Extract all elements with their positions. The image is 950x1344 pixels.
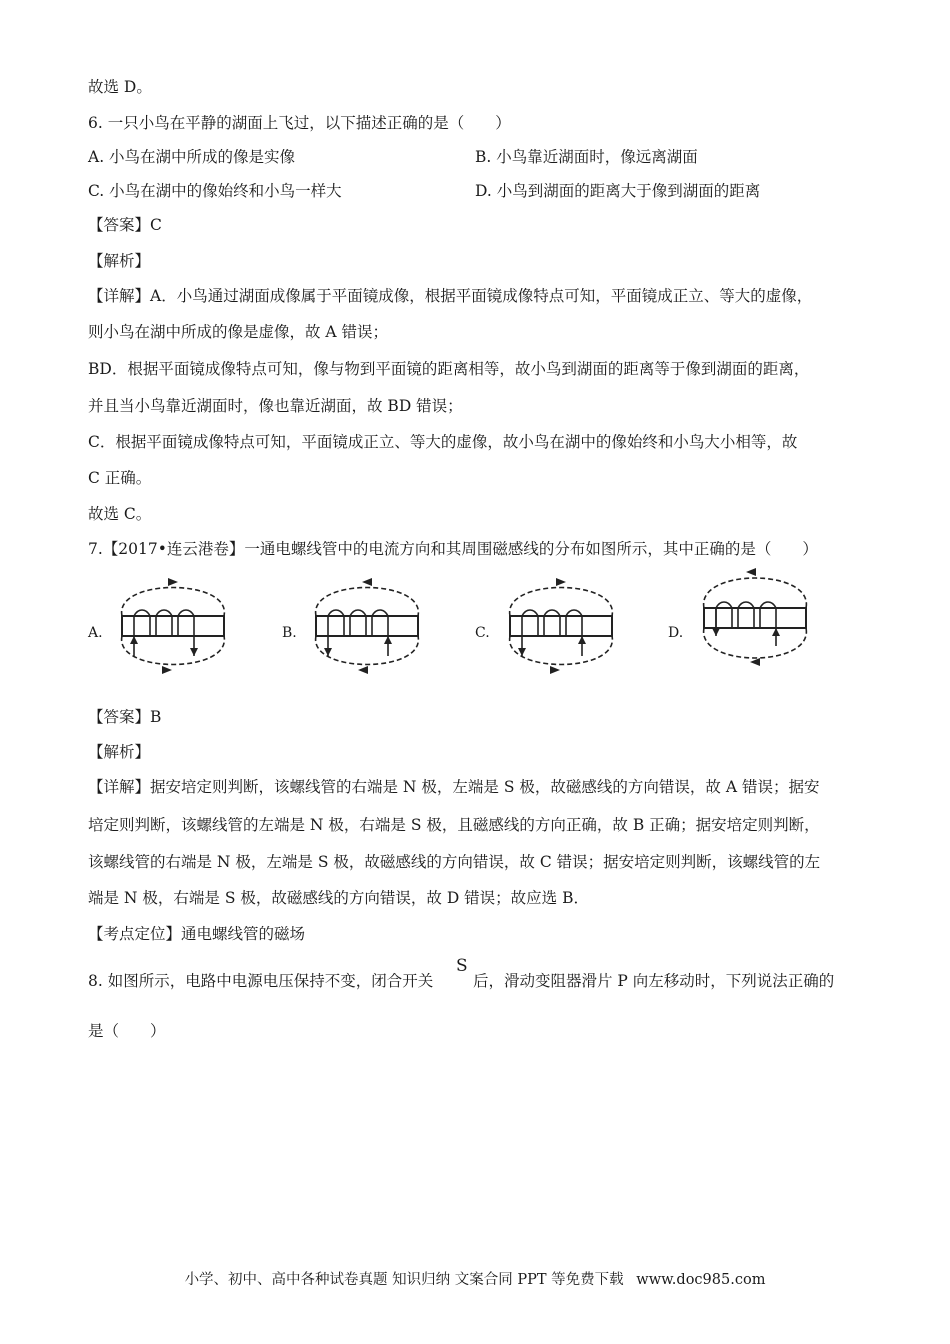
- question-6-option-d: D. 小鸟到湖面的距离大于像到湖面的距离: [475, 182, 761, 200]
- solenoid-figure-b: [302, 570, 432, 682]
- figure-b-label: B.: [282, 625, 297, 641]
- question-6-option-c: C. 小鸟在湖中的像始终和小鸟一样大: [88, 182, 342, 200]
- prev-conclusion: 故选 D。: [88, 78, 152, 96]
- question-6-detail-line: 并且当小鸟靠近湖面时，像也靠近湖面，故 BD 错误；: [88, 397, 463, 415]
- figure-a-label: A.: [88, 625, 103, 641]
- footer-url[interactable]: www.doc985.com: [636, 1272, 766, 1288]
- solenoid-figure-a: [108, 570, 238, 682]
- question-8-stem-cont: 是（ ）: [88, 1022, 166, 1040]
- question-8-stem-part1: 8. 如图所示，电路中电源电压保持不变，闭合开关: [88, 972, 434, 990]
- footer: [0, 1270, 950, 1290]
- question-7-keypoint: 【考点定位】通电螺线管的磁场: [88, 925, 306, 943]
- question-7-detail-line: 该螺线管的右端是 N 极，左端是 S 极，故磁感线的方向错误，故 C 错误；据安培定则判断，该螺线管的左: [88, 853, 821, 871]
- solenoid-figure-d: [690, 562, 820, 674]
- question-6-conclusion: 故选 C。: [88, 505, 152, 523]
- footer-text: 小学、初中、高中各种试卷真题 知识归纳 文案合同 PPT 等免费下载: [184, 1272, 624, 1288]
- question-6-detail-line: C 正确。: [88, 469, 152, 487]
- question-7-answer: 【答案】B: [88, 708, 162, 726]
- solenoid-figure-c: [496, 570, 626, 682]
- question-8-stem-part2: 后，滑动变阻器滑片 P 向左移动时，下列说法正确的: [473, 972, 835, 990]
- question-6-stem: 6. 一只小鸟在平静的湖面上飞过，以下描述正确的是（ ）: [88, 114, 511, 132]
- question-7-detail-line: 培定则判断，该螺线管的左端是 N 极，右端是 S 极，且磁感线的方向正确，故 B 正确；据安培定则判断，: [88, 816, 820, 834]
- question-6-option-b: B. 小鸟靠近湖面时，像远离湖面: [475, 148, 698, 166]
- question-6-detail-line: BD．根据平面镜成像特点可知，像与物到平面镜的距离相等，故小鸟到湖面的距离等于像到湖面的距离，: [88, 360, 810, 378]
- question-6-analysis-heading: 【解析】: [88, 252, 151, 270]
- question-6-detail-line: C．根据平面镜成像特点可知，平面镜成正立、等大的虚像，故小鸟在湖中的像始终和小鸟大小相等，故: [88, 433, 798, 451]
- question-7-detail-line: 端是 N 极，右端是 S 极，故磁感线的方向错误，故 D 错误；故应选 B．: [88, 889, 589, 907]
- question-7-stem: 7.【2017•连云港卷】一通电螺线管中的电流方向和其周围磁感线的分布如图所示，其中正确的是（ ）: [88, 540, 818, 558]
- question-7-detail-line: 【详解】据安培定则判断，该螺线管的右端是 N 极，左端是 S 极，故磁感线的方向错误，故 A 错误；据安: [88, 778, 820, 796]
- question-6-detail-line: 则小鸟在湖中所成的像是虚像，故 A 错误；: [88, 323, 389, 341]
- question-6-option-a: A. 小鸟在湖中所成的像是实像: [88, 148, 296, 166]
- figure-c-label: C.: [475, 625, 490, 641]
- question-6-detail-line: 【详解】A．小鸟通过湖面成像属于平面镜成像，根据平面镜成像特点可知，平面镜成正立、等大的虚像，: [88, 287, 813, 305]
- question-7-analysis-heading: 【解析】: [88, 743, 151, 761]
- question-8-switch-symbol: S: [456, 956, 468, 976]
- question-6-answer: 【答案】C: [88, 216, 162, 234]
- figure-d-label: D.: [668, 625, 684, 641]
